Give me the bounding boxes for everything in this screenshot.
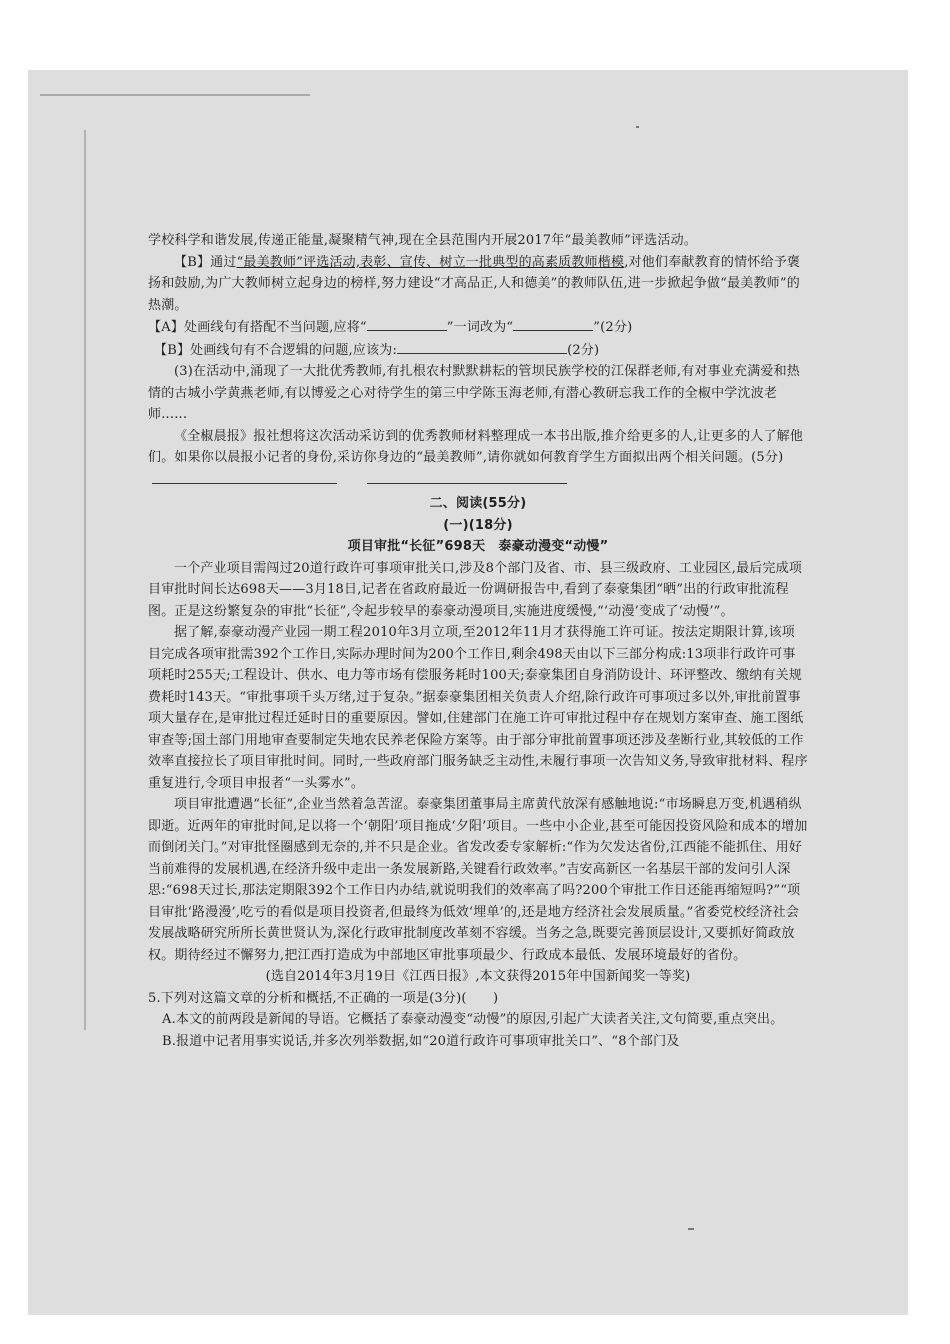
article-paragraph-1: 一个产业项目需闯过20道行政许可事项审批关口,涉及8个部门及省、市、县三级政府、工业园区,最后完成项目审批时间长达698天——3月18日,记者在省政府最近一份调研报告中,看到了泰豪集团“晒”出的行政审批流程图。正是这纷繁复杂的审批“长征”,令起步较早的泰豪动漫项目,实施进度缓慢,“‘动漫’变成了‘动慢’”。 xyxy=(148,560,803,619)
question-b-text-2: (2分) xyxy=(567,342,600,358)
question-3-task xyxy=(148,426,808,492)
article-paragraph-2: 据了解,泰豪动漫产业园一期工程2010年3月立项,至2012年11月才获得施工许可证。按法定期限计算,该项目完成各项审批需392个工作日,实际办理时间为200个工作日,剩余498天由以下三部分构成:13项非行政许可事项耗时255天;工程设计、供水、电力等市场有偿服务耗时100天;泰豪集团自身消防设计、环评整改、缴纳有关规费耗时143天。“审批事项千头万绪,过于复杂。”据泰豪集团相关负责人介绍,除行政许可事项过多以外,审批前置事项大量存在,是审批过程迁延时日的重要原因。譬如,住建部门在施工许可审批过程中存在规划方案审查、施工图纸审查等;国土部门用地审查要制定失地农民养老保险方案等。由于部分审批前置事项还涉及垄断行业,其较低的工作效率直接拉长了项目审批时间。同时,一些政府部门服务缺乏主动性,未履行事项一次告知义务,导致审批材料、程序重复进行,令项目申报者“一头雾水”。 xyxy=(148,625,808,791)
para-b-tail: ,对他们奉献教育的情怀给予褒扬和鼓励,为广大教师树立起身边的榜样,努力建设“才高品正,人和德美”的教师队伍,进一步掀起争做“最美教师”的热潮。 xyxy=(148,254,801,313)
top-rule xyxy=(40,94,310,96)
question-b-text-1: 【B】处画线句有不合逻辑的问题,应该为: xyxy=(154,342,398,358)
question-3-task-text: 《全椒晨报》报社想将这次活动采访到的优秀教师材料整理成一本书出版,推介给更多的人,让更多的人了解他们。如果你以晨报小记者的身份,采访你身边的“最美教师”,请你就如何教育学生方面拟出两个相关问题。(5分) xyxy=(148,428,804,465)
question-5: 5.下列对这篇文章的分析和概括,不正确的一项是(3分)( ) xyxy=(148,990,499,1006)
para-b-underlined: “最美教师”评选活动,表彰、宣传、树立一批典型的高素质教师楷模 xyxy=(236,254,625,270)
article-paragraph-3: 项目审批遭遇“长征”,企业当然着急苦涩。泰豪集团董事局主席黄代放深有感触地说:“市场瞬息万变,机遇稍纵即逝。近两年的审批时间,足以将一个‘朝阳’项目拖成‘夕阳’项目。一些中小企业,甚至可能因投资风险和成本的增加而倒闭关门。”对审批怪圈感到无奈的,并不只是企业。省发改委专家解析:“作为欠发达省份,江西能不能抓住、用好当前难得的发展机遇,在经济升级中走出一条发展新路,关键看行政效率。”吉安高新区一名基层干部的发问引人深思:“698天过长,那法定期限392个工作日内办结,就说明我们的效率高了吗?200个审批工作日还能再缩短吗?”“项目审批‘路漫漫’,吃亏的看似是项目投资者,但最终为低效‘埋单’的,还是地方经济社会发展质量。”省委党校经济社会发展战略研究所所长黄世贤认为,深化行政审批制度改革刻不容缓。当务之急,既要完善顶层设计,又要抓好简政放权。期待经过不懈努力,把江西打造成为中部地区审批事项最少、行政成本最低、发展环境最好的省份。 xyxy=(148,797,808,963)
answer-blank-a1[interactable] xyxy=(367,316,447,331)
question-a-text-1: 【A】处画线句有搭配不当问题,应将“ xyxy=(148,320,367,335)
scanned-page xyxy=(28,70,908,1315)
question-a-text-2: ”一词改为“ xyxy=(446,320,514,335)
para-b-lead: 【B】通过 xyxy=(174,254,237,270)
article-title: 项目审批“长征”698天 泰豪动漫变“动慢” xyxy=(347,539,609,554)
answer-blank-b[interactable] xyxy=(397,339,567,354)
question-a xyxy=(148,316,808,339)
scan-speck xyxy=(688,1228,694,1230)
scan-speck xyxy=(636,126,639,128)
subsection-title: (一)(18分) xyxy=(443,517,513,533)
question-3-paragraph: (3)在活动中,涌现了一大批优秀教师,有扎根农村默默耕耘的管坝民族学校的江保群老师,有对事业充满爱和热情的古城小学黄燕老师,有以博爱之心对待学生的第三中学陈玉海老师,有潜心教研忘我工作的全椒中学沈波老师...... xyxy=(148,364,801,422)
article-source: (选自2014年3月19日《江西日报》,本文获得2015年中国新闻奖一等奖) xyxy=(265,969,691,984)
answer-blank-a2[interactable] xyxy=(513,316,593,331)
question-a-text-3: ”(2分) xyxy=(593,320,633,335)
intro-line: 学校科学和谐发展,传递正能量,凝聚精气神,现在全县范围内开展2017年“最美教师”评选活动。 xyxy=(148,233,697,248)
answer-blank-q3-1[interactable] xyxy=(152,469,337,484)
section-title: 二、阅读(55分) xyxy=(429,496,527,511)
option-a[interactable]: A.本文的前两段是新闻的导语。它概括了泰豪动漫变“动慢”的原因,引起广大读者关注,文句简要,重点突出。 xyxy=(162,1012,784,1027)
answer-blank-q3-2[interactable] xyxy=(367,469,567,484)
paragraph-b xyxy=(148,252,808,317)
left-margin-rule xyxy=(84,130,86,1030)
question-b xyxy=(148,339,808,362)
option-b[interactable]: B.报道中记者用事实说话,并多次列举数据,如“20道行政许可事项审批关口”、“8个部门及 xyxy=(162,1033,680,1049)
page-content xyxy=(148,230,808,1052)
